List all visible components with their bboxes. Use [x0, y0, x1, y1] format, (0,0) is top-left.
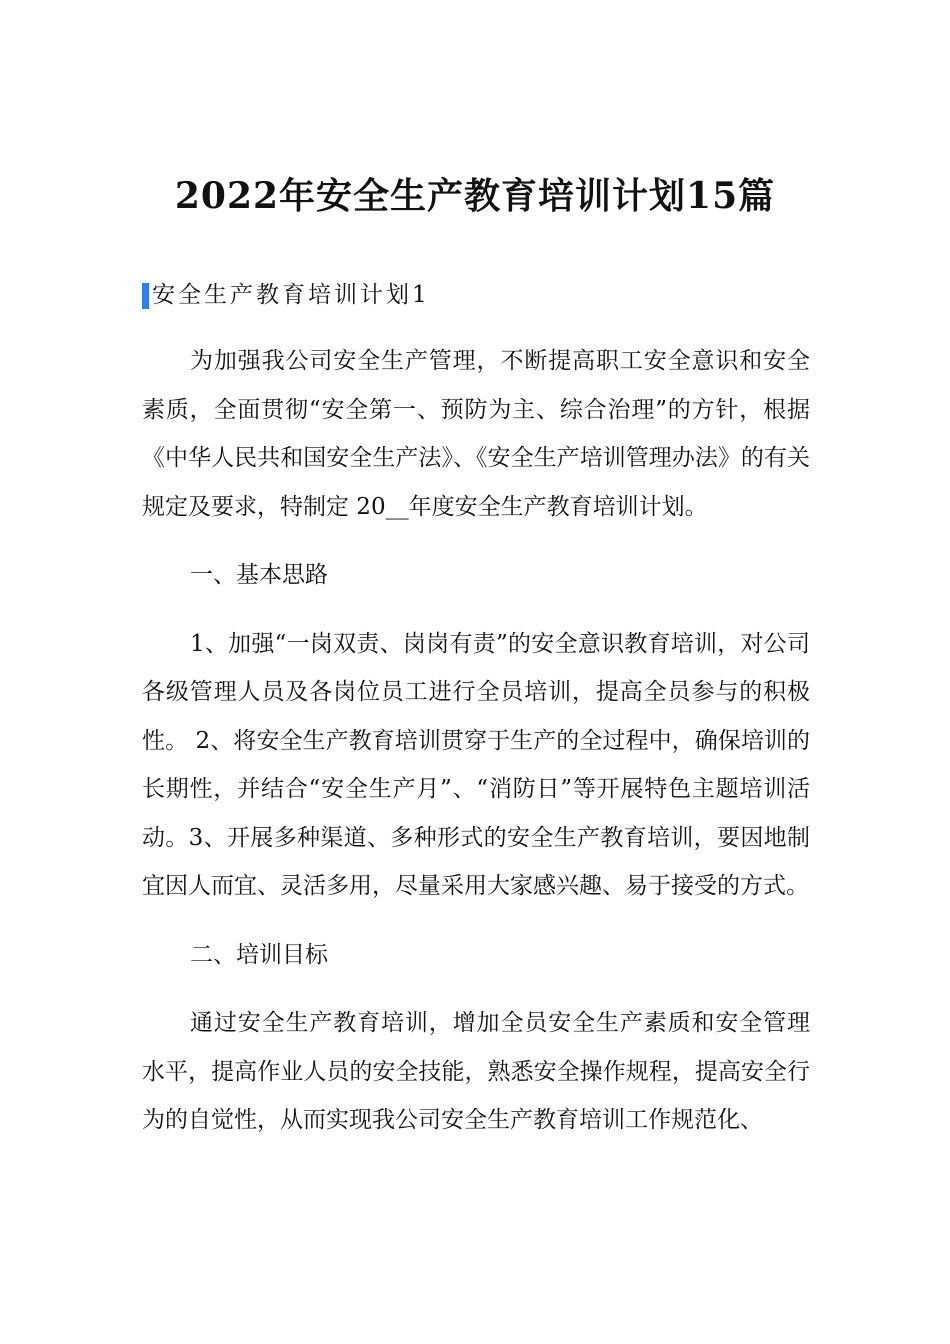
document-body	[142, 337, 810, 1145]
section-heading-text: 安全生产教育培训计划1	[152, 281, 430, 308]
part2-paragraph: 通过安全生产教育培训，增加全员安全生产素质和安全管理水平，提高作业人员的安全技能，熟悉安全操作规程，提高安全行为的自觉性，从而实现我公司安全生产教育培训工作规范化、	[142, 1010, 810, 1133]
part2-heading: 二、培训目标	[190, 941, 328, 968]
section-heading	[142, 276, 430, 308]
part1-heading: 一、基本思路	[190, 562, 328, 588]
intro-paragraph: 为加强我公司安全生产管理，不断提高职工安全意识和安全素质，全面贯彻“安全第一、预防为主、综合治理”的方针，根据《中华人民共和国安全生产法》、《安全生产培训管理办法》的有关规定及要求，特制定 20__年度安全生产教育培训计划。	[142, 348, 810, 520]
heading-marker-bar	[142, 283, 149, 309]
document-title: 2022年安全生产教育培训计划15篇	[174, 175, 776, 218]
part1-paragraph: 1、加强“一岗双责、岗岗有责”的安全意识教育培训，对公司各级管理人员及各岗位员工进行全员培训，提高全员参与的积极性。 2、将安全生产教育培训贯穿于生产的全过程中，确保培训的长期性，并结合“安全生产月”、“消防日”等开展特色主题培训活动。3、开展多种渠道、多种形式的安全生产教育培训，要因地制宜因人而宜、灵活多用，尽量采用大家感兴趣、易于接受的方式。	[142, 630, 810, 899]
